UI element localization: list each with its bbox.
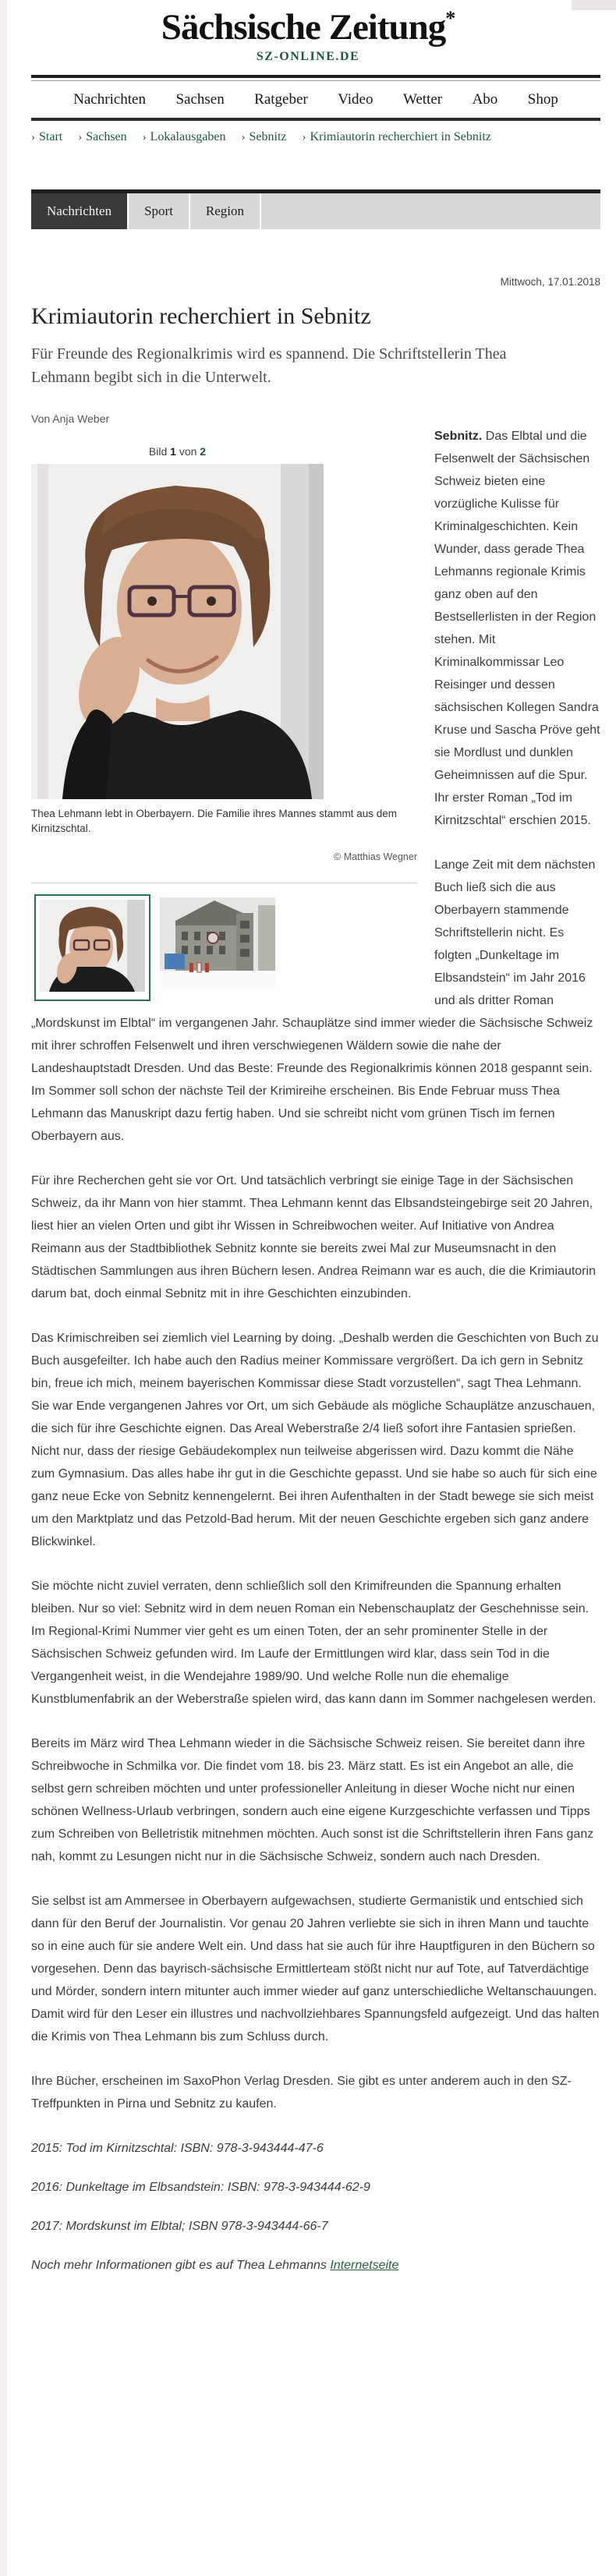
article-date: Mittwoch, 17.01.2018 [500, 275, 600, 288]
book-item-2015: 2015: Tod im Kirnitzschtal: ISBN: 978-3-943444-47-6 [31, 2141, 324, 2155]
nav-divider [31, 118, 600, 121]
chevron-right-icon: › [142, 130, 147, 143]
image-counter-prefix: Bild [148, 444, 168, 458]
image-counter-separator: von [179, 444, 197, 458]
more-info-line [31, 2254, 600, 2277]
site-domain: SZ-ONLINE.DE [256, 49, 360, 63]
breadcrumb-sachsen[interactable]: Sachsen [86, 129, 127, 143]
paragraph-2: Lange Zeit mit dem nächsten Buch ließ sich die aus Oberbayern stammende Schriftstellerin nicht. Es folgten „Dunkeltage im Elbsandstein“ im Jahr 2016 und als dritter Roman „Mordskunst im Elbtal“ im vergangenen Jahr. Schauplätze sind immer wieder die Sächsische Schweiz mit ihrer schroffen Felsenwelt und ihren verschwiegenen Wäldern sowie die nahe der Landeshauptstadt Dresden. Und das Beste: Freunde des Regionalkrimis können 2018 gespannt sein. Im Sommer soll schon der nächste Teil der Krimireihe erscheinen. Bis Ende Februar muss Thea Lehmann das Manuskript dazu fertig haben. Und sie schreibt nicht vom grünen Tisch im fernen Oberbayern aus. [31, 858, 596, 1143]
screenshot-corner-artifact [572, 0, 616, 10]
site-header [0, 0, 616, 64]
breadcrumb [31, 130, 600, 144]
logo-asterisk: * [445, 7, 455, 30]
nav-item-nachrichten[interactable]: Nachrichten [73, 90, 146, 108]
article-byline: Von Anja Weber [31, 412, 110, 425]
article-photo-portrait[interactable] [31, 464, 324, 799]
tab-region[interactable]: Region [190, 193, 261, 229]
paragraph-1-lead: Sebnitz. [434, 429, 483, 443]
paragraph-6: Bereits im März wird Thea Lehmann wieder in die Sächsische Schweiz reisen. Sie bereitet dann ihre Schreibwoche in Schmilka vor. Die findet vom 18. bis 23. März statt. Es ist ein Angebot an alle, die selbst gern schreiben möchten und unter professioneller Anleitung in dieser Woche nicht nur einen schönen Wellness-Urlaub verbringen, sondern auch eine eigene Kurzgeschichte verfassen und Tipps zum Schreiben von Belletristik mitnehmen möchten. Auch sonst ist die Schriftstellerin ihren Fans ganz nah, kommt zu Lesungen nicht nur in die Sächsische Schweiz, sondern auch nach Dresden. [31, 1736, 594, 1863]
page-title: Krimiautorin recherchiert in Sebnitz [31, 303, 371, 329]
thumbnail-portrait-image [40, 900, 145, 992]
breadcrumb-current-article[interactable]: Krimiautorin recherchiert in Sebnitz [310, 129, 491, 143]
logo-text: Sächsische Zeitung [161, 7, 446, 48]
page-left-margin-strip [0, 0, 7, 2576]
paragraph-7: Sie selbst ist am Ammersee in Oberbayern aufgewachsen, studierte Germanistik und entschied sich dann für den Beruf der Journalistin. Vor genau 20 Jahren verliebte sie sich in ihren Mann und tauchte so in eine auch für sie andere Welt ein. Und dass hat sie auch für ihre Hauptfiguren in den Büchern so vorgesehen. Denn das bayrisch-sächsische Ermittlerteam stößt nicht nur auf Tote, auf Tatverdächtige und Mörder, sondern intern mitunter auch immer wieder auf ganz unterschiedliche Weltanschauungen. Damit wird für den Leser ein illustres und nachvollziehbares Spannungsfeld aufgezeigt. Und das halten die Krimis von Thea Lehmann bis zum Schluss durch. [31, 1894, 600, 2043]
breadcrumb-sebnitz[interactable]: Sebnitz [249, 129, 287, 143]
tab-sport[interactable]: Sport [129, 193, 190, 229]
paragraph-4: Das Krimischreiben sei ziemlich viel Learning by doing. „Deshalb werden die Geschichten von Buch zu Buch ausgefeilter. Ich habe auch den Radius meiner Kommissare vergrößert. Da ich gern in Sebnitz bin, freue ich mich, meinem bayerischen Kommissar diese Stadt vorzustellen“, sagt Thea Lehmann. Sie war Ende vergangenen Jahres vor Ort, um sich Gebäude als mögliche Schauplätze anzuschauen, die sich für ihre Geschichte eignen. Das Areal Weberstraße 2/4 ließ sofort ihre Fantasien sprießen. Nicht nur, dass der riesige Gebäudekomplex nun teilweise abgerissen wird. Dazu kommt die Nähe zum Gymnasium. Das alles habe ihr gut in die Geschichte gepasst. Und sie habe so auch für sich eine ganz neue Ecke von Sebnitz kennengelernt. Bei ihren Aufenthalten in der Stadt bewege sie sich meist um den Marktplatz und das Petzold-Bad herum. Mit der neuen Geschichte ergeben sich ganz andere Blickwinkel. [31, 1331, 599, 1548]
nav-item-ratgeber[interactable]: Ratgeber [254, 90, 308, 108]
tab-nachrichten[interactable]: Nachrichten [31, 193, 129, 229]
nav-item-shop[interactable]: Shop [527, 90, 558, 108]
chevron-right-icon: › [78, 130, 83, 143]
image-credit: © Matthias Wegner [334, 851, 417, 862]
newspaper-logo [0, 8, 616, 48]
image-counter [31, 445, 324, 458]
breadcrumb-lokalausgaben[interactable]: Lokalausgaben [150, 129, 226, 143]
article-media-block [31, 445, 417, 1001]
paragraph-3: Für ihre Recherchen geht sie vor Ort. Und tatsächlich verbringt sie einige Tage in der Sächsischen Schweiz, da ihr Mann von hier stammt. Thea Lehmann kennt das Elbsandsteingebirge seit 20 Jahren, liest hier an vielen Orten und gibt ihr Wissen in Schreibwochen weiter. Auf Initiative von Andrea Reimann aus der Stadtbibliothek Sebnitz konnte sie bereits zwei Mal zur Museumsnacht in den Städtischen Sammlungen aus ihren Büchern lesen. Andrea Reimann war es auch, die die Krimiautorin darum bat, doch einmal Sebnitz mit in ihre Geschichten einzubinden. [31, 1173, 596, 1300]
nav-item-wetter[interactable]: Wetter [402, 90, 443, 108]
thumbnail-building-image [160, 897, 275, 991]
thumbnail-building[interactable] [160, 897, 275, 995]
nav-item-abo[interactable]: Abo [472, 90, 498, 108]
chevron-right-icon: › [302, 130, 306, 143]
book-item-2017: 2017: Mordskunst im Elbtal; ISBN 978-3-943444-66-7 [31, 2219, 328, 2233]
image-counter-current: 1 [170, 444, 176, 458]
breadcrumb-start[interactable]: Start [39, 129, 63, 143]
chevron-right-icon: › [31, 130, 35, 143]
paragraph-5: Sie möchte nicht zuviel verraten, denn schließlich soll den Krimifreunden die Spannung erhalten bleiben. Nur so viel: Sebnitz wird in dem neuen Roman ein Nebenschauplatz der Geschehnisse sein. Im Regional-Krimi Nummer vier geht es um einen Toten, der an sehr prominenter Stelle in der Sächsischen Schweiz gefunden wird. Im Laufe der Ermittlungen wird klar, dass sein Tod in die Vergangenheit weist, in die Wendejahre 1989/90. Und welche Rolle nun die ehemalige Kunstblumenfabrik an der Weberstraße spielen wird, das kann dann im Sommer nachgelesen werden. [31, 1579, 597, 1706]
author-website-link[interactable]: Internetseite [330, 2258, 399, 2272]
book-item-2016: 2016: Dunkeltage im Elbsandstein: ISBN: 978-3-943444-62-9 [31, 2180, 370, 2194]
image-thumbnails [31, 894, 417, 1001]
image-caption: Thea Lehmann lebt in Oberbayern. Die Familie ihres Mannes stammt aus dem Kirnitzschtal. [31, 807, 397, 834]
nav-item-sachsen[interactable]: Sachsen [175, 90, 225, 108]
article-content [0, 276, 616, 2308]
section-tabbar [31, 189, 600, 229]
more-info-text: Noch mehr Informationen gibt es auf Thea Lehmanns [31, 2258, 331, 2272]
paragraph-1-text: Das Elbtal und die Felsenwelt der Sächsischen Schweiz bieten eine vorzügliche Kulisse für Kriminalgeschichten. Kein Wunder, dass gerade Thea Lehmanns regionale Krimis ganz oben auf den Bestsellerlisten in der Region stehen. Mit Kriminalkommissar Leo Reisinger und dessen sächsischen Kollegen Sandra Kruse und Sascha Pröve geht sie Mordlust und dunklen Geheimnissen auf die Spur. Ihr erster Roman „Tod im Kirnitzschtal“ erschien 2015. [434, 429, 600, 827]
main-navigation [31, 81, 600, 118]
image-counter-total: 2 [200, 444, 207, 458]
article-teaser: Für Freunde des Regionalkrimis wird es spannend. Die Schriftstellerin Thea Lehmann begibt sich in die Unterwelt. [31, 345, 507, 386]
article-body [31, 425, 600, 2277]
paragraph-8: Ihre Bücher, erscheinen im SaxoPhon Verlag Dresden. Sie gibt es unter anderem auch in den SZ-Treffpunkten in Pirna und Sebnitz zu kaufen. [31, 2074, 572, 2111]
header-divider [31, 75, 600, 81]
chevron-right-icon: › [241, 130, 246, 143]
nav-item-video[interactable]: Video [338, 90, 373, 108]
thumbnail-portrait[interactable] [34, 894, 150, 1001]
